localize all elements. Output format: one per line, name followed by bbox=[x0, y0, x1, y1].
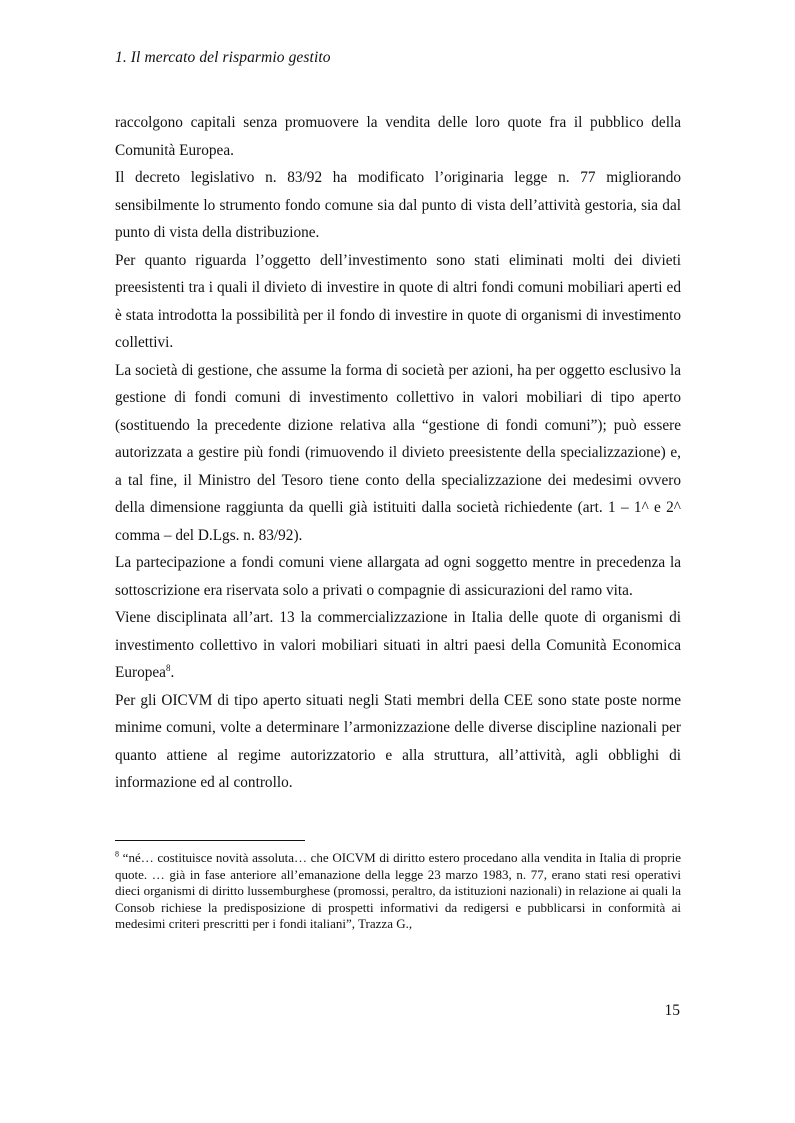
footnote-separator bbox=[115, 840, 305, 841]
paragraph-1: raccolgono capitali senza promuovere la vendita delle loro quote fra il pubblico della Comunità Europea. bbox=[115, 114, 681, 159]
paragraph-6 bbox=[115, 604, 681, 687]
page-number: 15 bbox=[664, 1002, 680, 1019]
footnote-text: “né… costituisce novità assoluta… che OICVM di diritto estero procedano alla vendita in Italia di proprie quote. … già in fase anteriore all’emanazione della legge 23 marzo 1983, n. 77, erano stati resi operativi dieci organismi di diritto lussemburghese (promossi, peraltro, da istituzioni nazionali) in relazione ai quali la Consob richiese la predisposizione di prospetti informativi da redigersi e pubblicarsi in conformità ai medesimi criteri prescritti per i fondi italiani”, Trazza G., bbox=[115, 850, 681, 932]
running-header: 1. Il mercato del risparmio gestito bbox=[115, 49, 331, 66]
paragraph-3: Per quanto riguarda l’oggetto dell’investimento sono stati eliminati molti dei divieti preesistenti tra i quali il divieto di investire in quote di altri fondi comuni mobiliari aperti ed è stata introdotta la possibilità per il fondo di investire in quote di organismi di investimento collettivi. bbox=[115, 251, 681, 351]
paragraph-7: Per gli OICVM di tipo aperto situati negli Stati membri della CEE sono state poste norme minime comuni, volte a determinare l’armonizzazione delle diverse discipline nazionali per quanto attiene al regime autorizzatorio e alla struttura, all’attività, agli obblighi di informazione ed al controllo. bbox=[115, 691, 681, 791]
paragraph-5: La partecipazione a fondi comuni viene allargata ad ogni soggetto mentre in precedenza la sottoscrizione era riservata solo a privati o compagnie di assicurazioni del ramo vita. bbox=[115, 554, 681, 599]
paragraph-4: La società di gestione, che assume la forma di società per azioni, ha per oggetto esclusivo la gestione di fondi comuni di investimento collettivo in valori mobiliari di tipo aperto (sostituendo la precedente dizione relativa alla “gestione di fondi comuni”); può essere autorizzata a gestire più fondi (rimuovendo il divieto preesistente della specializzazione) e, a tal fine, il Ministro del Tesoro tiene conto della specializzazione dei medesimi ovvero della dimensione raggiunta da quelli già istituiti dalla società richiedente (art. 1 – 1^ e 2^ comma – del D.Lgs. n. 83/92). bbox=[115, 361, 681, 544]
footnote-8 bbox=[115, 850, 681, 933]
footnote-marker: 8 bbox=[115, 849, 119, 859]
paragraph-6-end: . bbox=[170, 664, 175, 681]
body-text bbox=[115, 109, 681, 797]
paragraph-6-text: Viene disciplinata all’art. 13 la commercializzazione in Italia delle quote di organismi di investimento collettivo in valori mobiliari situati in altri paesi della Comunità Economica Europea bbox=[115, 609, 681, 681]
footnote-reference[interactable]: 8 bbox=[165, 662, 171, 673]
paragraph-2: Il decreto legislativo n. 83/92 ha modificato l’originaria legge n. 77 migliorando sensibilmente lo strumento fondo comune sia dal punto di vista dell’attività gestoria, sia dal punto di vista della distribuzione. bbox=[115, 169, 681, 241]
